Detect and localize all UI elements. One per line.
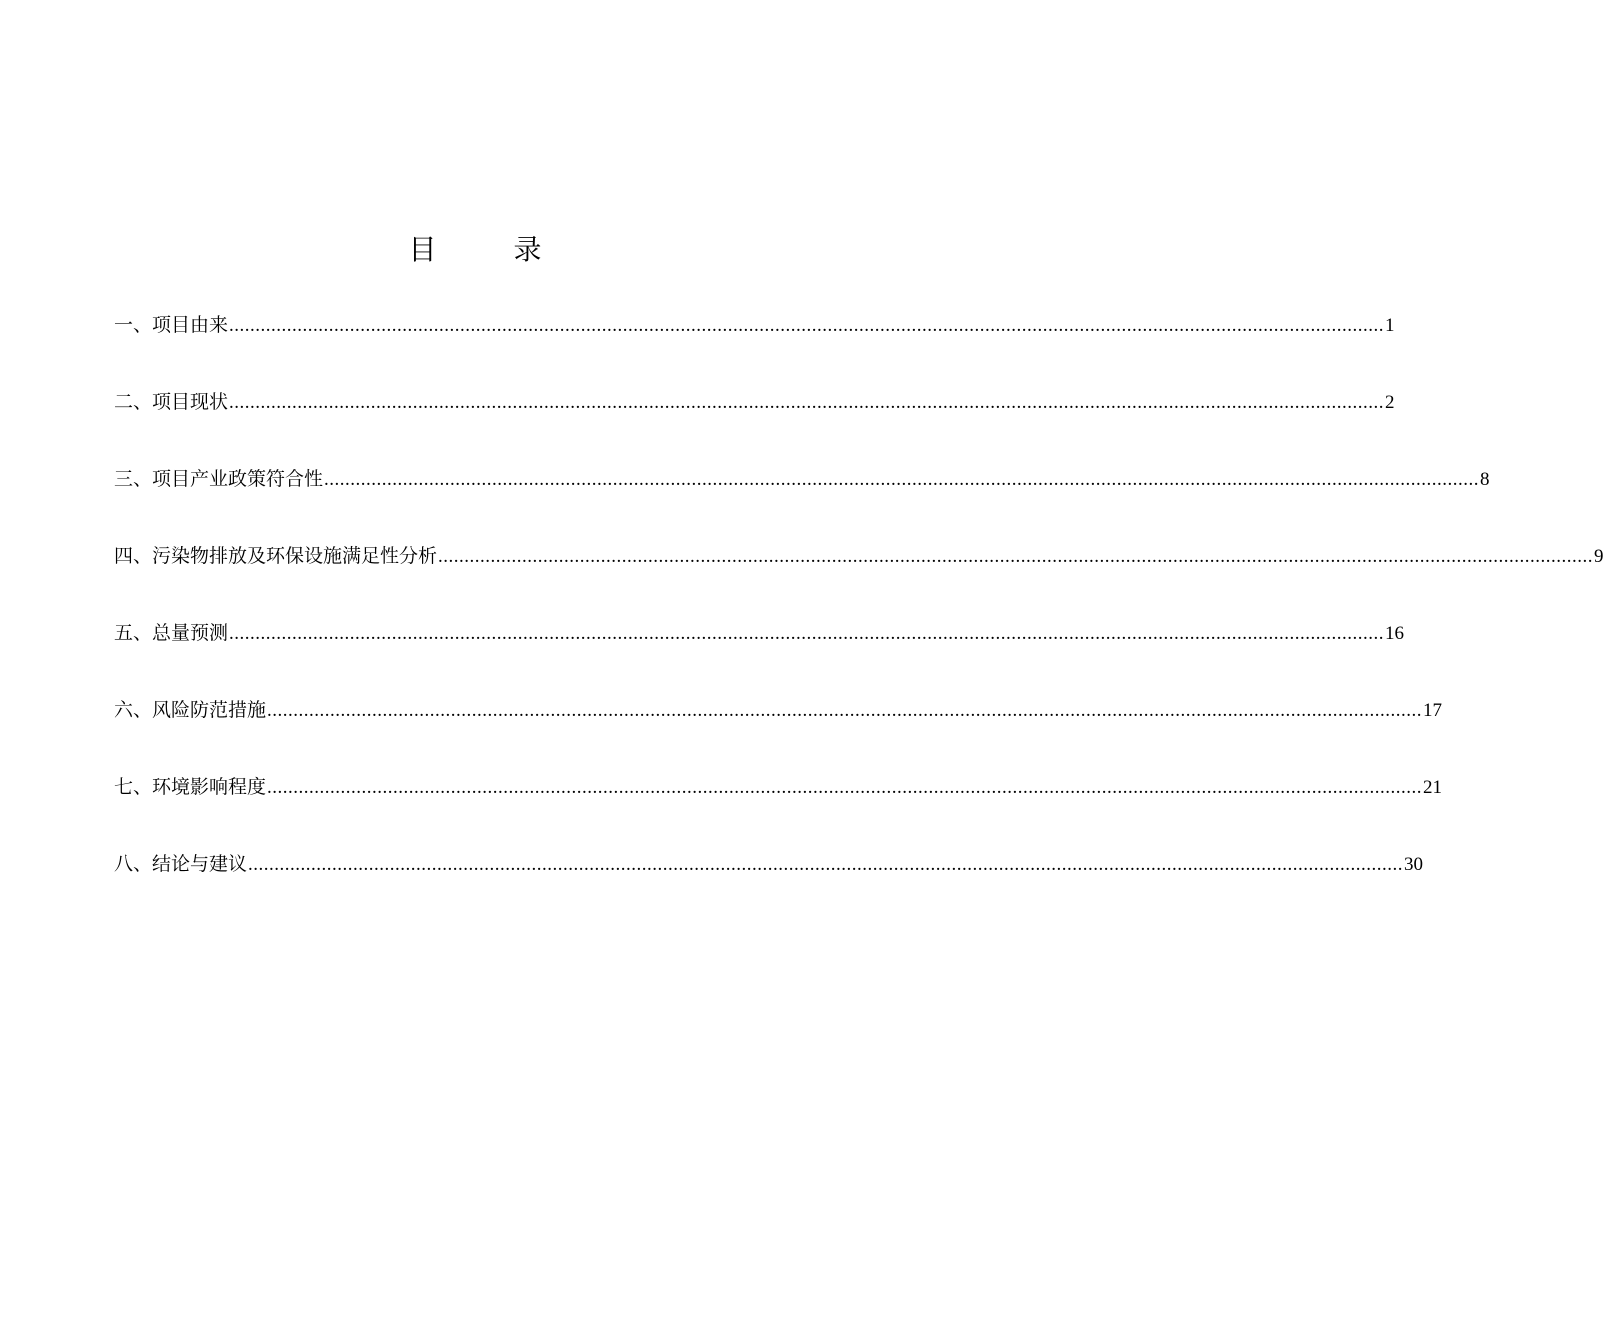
toc-page-number: 9	[1594, 546, 1604, 567]
toc-entry-label: 一、项目由来	[114, 314, 229, 336]
toc-entry[interactable]	[114, 615, 1405, 692]
toc-entry-label: 三、项目产业政策符合性	[114, 468, 324, 490]
toc-entry[interactable]	[114, 384, 1395, 461]
toc-entry[interactable]	[114, 538, 1604, 615]
toc-dot-leader: ............................................................................................................................................................................................................................	[324, 469, 1480, 490]
toc-title: 目 录	[408, 233, 576, 266]
toc-dot-leader: ............................................................................................................................................................................................................................	[267, 777, 1423, 798]
toc-entry-label: 七、环境影响程度	[114, 776, 267, 798]
toc-entry-label: 四、污染物排放及环保设施满足性分析	[114, 545, 438, 567]
toc-page-number: 8	[1480, 469, 1490, 490]
toc-page-number: 2	[1385, 392, 1395, 413]
toc-entry-label: 二、项目现状	[114, 391, 229, 413]
toc-page-number: 16	[1385, 623, 1405, 644]
toc-entry-label: 六、风险防范措施	[114, 699, 267, 721]
toc-entry-label: 五、总量预测	[114, 622, 229, 644]
toc-dot-leader: ............................................................................................................................................................................................................................	[248, 854, 1404, 875]
toc-page-number: 17	[1423, 700, 1443, 721]
toc-page-number: 21	[1423, 777, 1443, 798]
toc-entry-label: 八、结论与建议	[114, 853, 248, 875]
toc-entry[interactable]	[114, 846, 1424, 923]
toc-page-number: 1	[1385, 315, 1395, 336]
toc-dot-leader: ............................................................................................................................................................................................................................	[229, 623, 1385, 644]
toc-dot-leader: ............................................................................................................................................................................................................................	[229, 392, 1385, 413]
toc-dot-leader: ............................................................................................................................................................................................................................	[267, 700, 1423, 721]
toc-entry[interactable]	[114, 307, 1395, 384]
toc-entry[interactable]	[114, 461, 1490, 538]
toc-list	[114, 307, 1604, 923]
toc-dot-leader: ............................................................................................................................................................................................................................	[438, 546, 1594, 567]
toc-page-number: 30	[1404, 854, 1424, 875]
toc-entry[interactable]	[114, 692, 1443, 769]
toc-dot-leader: ............................................................................................................................................................................................................................	[229, 315, 1385, 336]
toc-entry[interactable]	[114, 769, 1443, 846]
